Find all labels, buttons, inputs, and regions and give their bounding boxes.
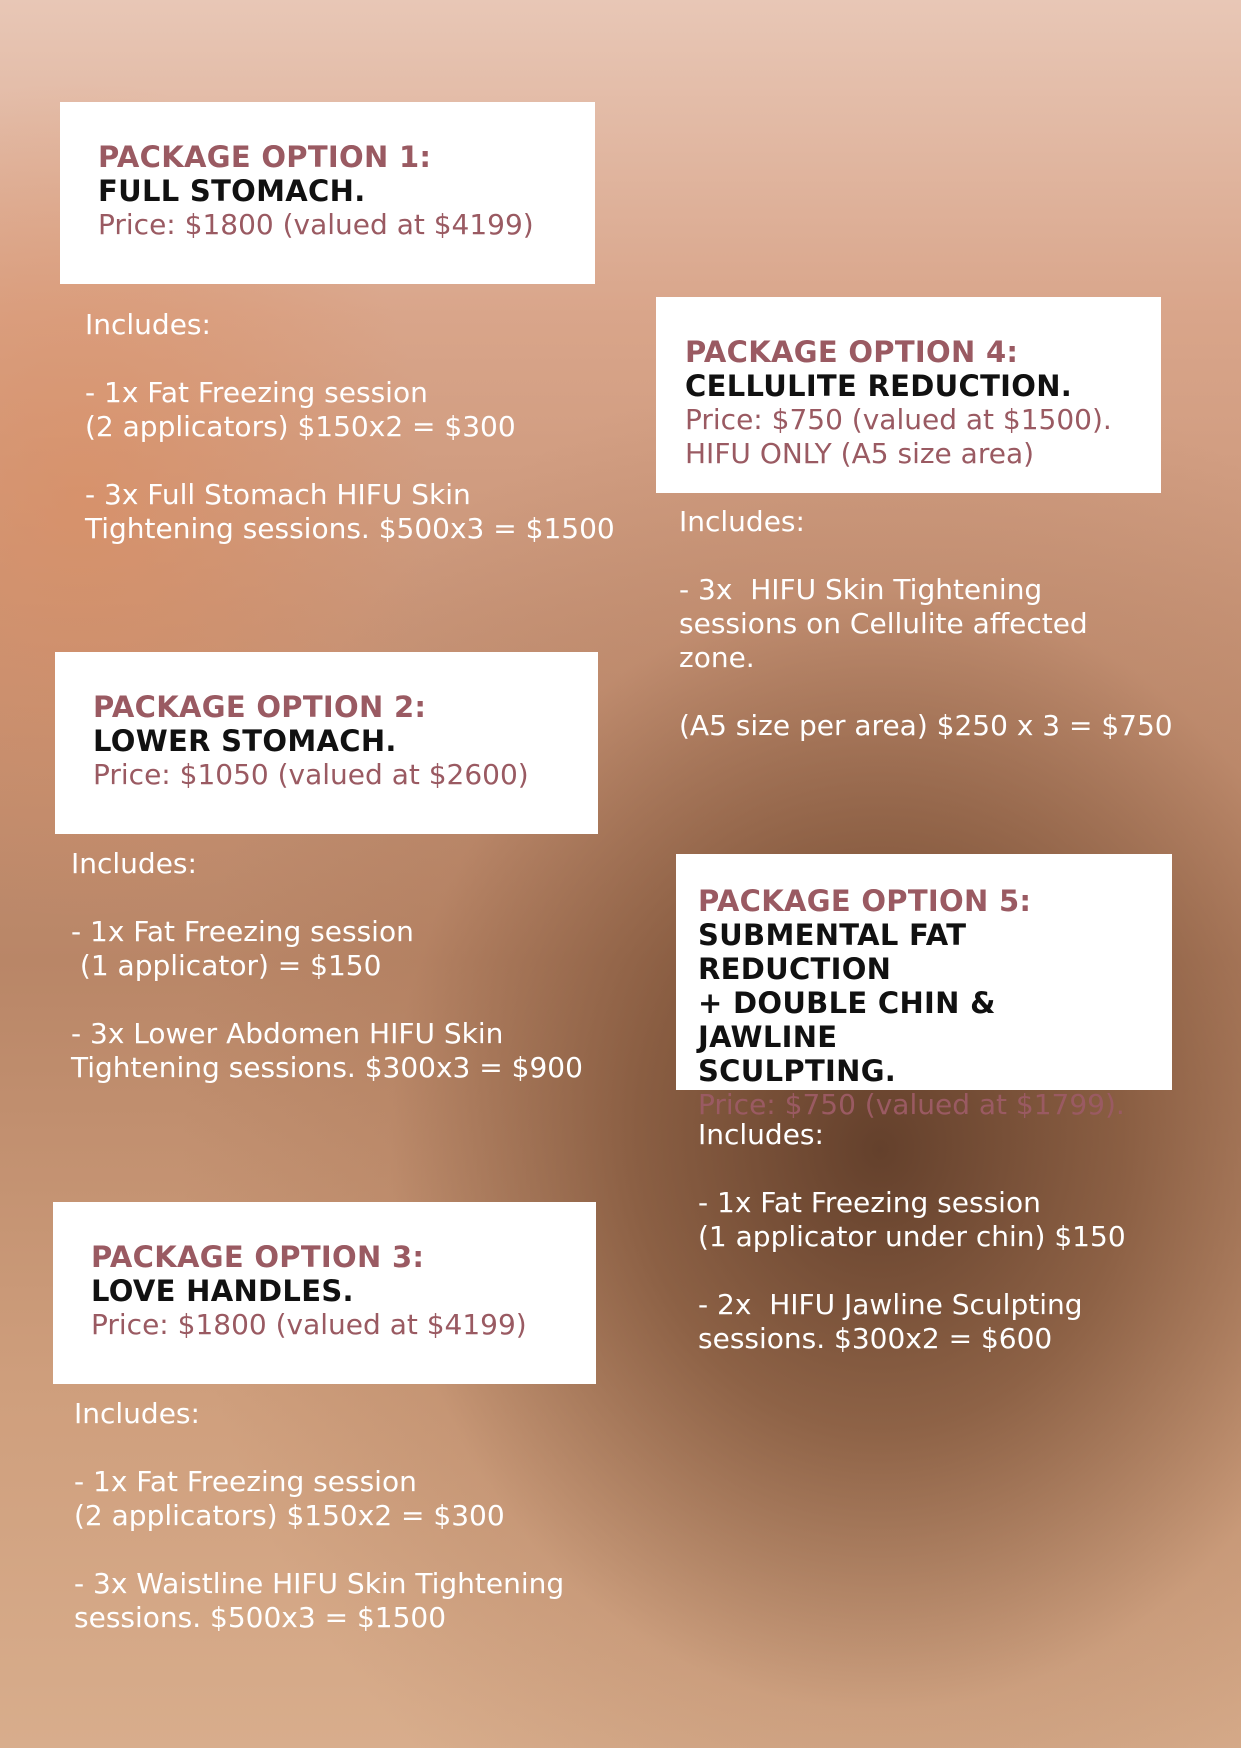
package-price: Price: $750 (valued at $1500). <box>685 403 1112 436</box>
package-includes-2 <box>71 847 583 1085</box>
package-option-label: PACKAGE OPTION 2: <box>93 690 427 724</box>
include-line: - 1x Fat Freezing session <box>85 376 428 409</box>
package-name: FULL STOMACH. <box>98 174 366 208</box>
package-price: Price: $1800 (valued at $4199) <box>98 208 534 241</box>
package-card-3 <box>53 1202 596 1384</box>
include-line: sessions on Cellulite affected <box>679 607 1088 640</box>
package-name: LOWER STOMACH. <box>93 724 397 758</box>
package-card-2 <box>55 652 598 834</box>
package-option-label: PACKAGE OPTION 5: <box>698 884 1032 918</box>
include-line: - 3x Waistline HIFU Skin Tightening <box>74 1567 565 1600</box>
include-line: - 1x Fat Freezing session <box>74 1465 417 1498</box>
package-card-5 <box>676 854 1172 1121</box>
include-line: sessions. $500x3 = $1500 <box>74 1601 447 1634</box>
include-line: Tightening sessions. $300x3 = $900 <box>71 1051 583 1084</box>
include-line: Tightening sessions. $500x3 = $1500 <box>85 512 615 545</box>
include-line: sessions. $300x2 = $600 <box>698 1322 1053 1355</box>
package-includes-3 <box>74 1397 564 1635</box>
include-line: - 3x HIFU Skin Tightening <box>679 573 1043 606</box>
include-line: zone. <box>679 641 755 674</box>
package-option-label: PACKAGE OPTION 4: <box>685 335 1019 369</box>
package-includes-1 <box>85 308 615 546</box>
package-includes-5 <box>698 1118 1126 1356</box>
include-line: (2 applicators) $150x2 = $300 <box>85 410 516 443</box>
package-name: + DOUBLE CHIN & JAWLINE <box>698 986 996 1054</box>
include-line: (A5 size per area) $250 x 3 = $750 <box>679 709 1173 742</box>
package-price: Price: $1050 (valued at $2600) <box>93 758 529 791</box>
package-option-label: PACKAGE OPTION 1: <box>98 140 432 174</box>
include-line: - 1x Fat Freezing session <box>698 1186 1041 1219</box>
include-line: - 3x Lower Abdomen HIFU Skin <box>71 1017 504 1050</box>
include-line: (1 applicator) = $150 <box>71 949 382 982</box>
package-option-label: PACKAGE OPTION 3: <box>91 1240 425 1274</box>
package-name: CELLULITE REDUCTION. <box>685 369 1073 403</box>
include-line: - 3x Full Stomach HIFU Skin <box>85 478 471 511</box>
includes-label: Includes: <box>74 1397 200 1430</box>
includes-label: Includes: <box>85 308 211 341</box>
package-card-4 <box>656 297 1161 493</box>
package-name: SUBMENTAL FAT REDUCTION <box>698 918 967 986</box>
package-name: SCULPTING. <box>698 1054 897 1088</box>
include-line: - 2x HIFU Jawline Sculpting <box>698 1288 1083 1321</box>
includes-label: Includes: <box>71 847 197 880</box>
include-line: (1 applicator under chin) $150 <box>698 1220 1126 1253</box>
includes-label: Includes: <box>698 1118 824 1151</box>
package-price-note: HIFU ONLY (A5 size area) <box>685 437 1035 470</box>
package-includes-4 <box>679 505 1173 743</box>
package-name: LOVE HANDLES. <box>91 1274 354 1308</box>
package-price: Price: $1800 (valued at $4199) <box>91 1308 527 1341</box>
include-line: (2 applicators) $150x2 = $300 <box>74 1499 505 1532</box>
include-line: - 1x Fat Freezing session <box>71 915 414 948</box>
package-card-1 <box>60 102 595 284</box>
package-price: Price: $750 (valued at $1799). <box>698 1088 1125 1121</box>
includes-label: Includes: <box>679 505 805 538</box>
